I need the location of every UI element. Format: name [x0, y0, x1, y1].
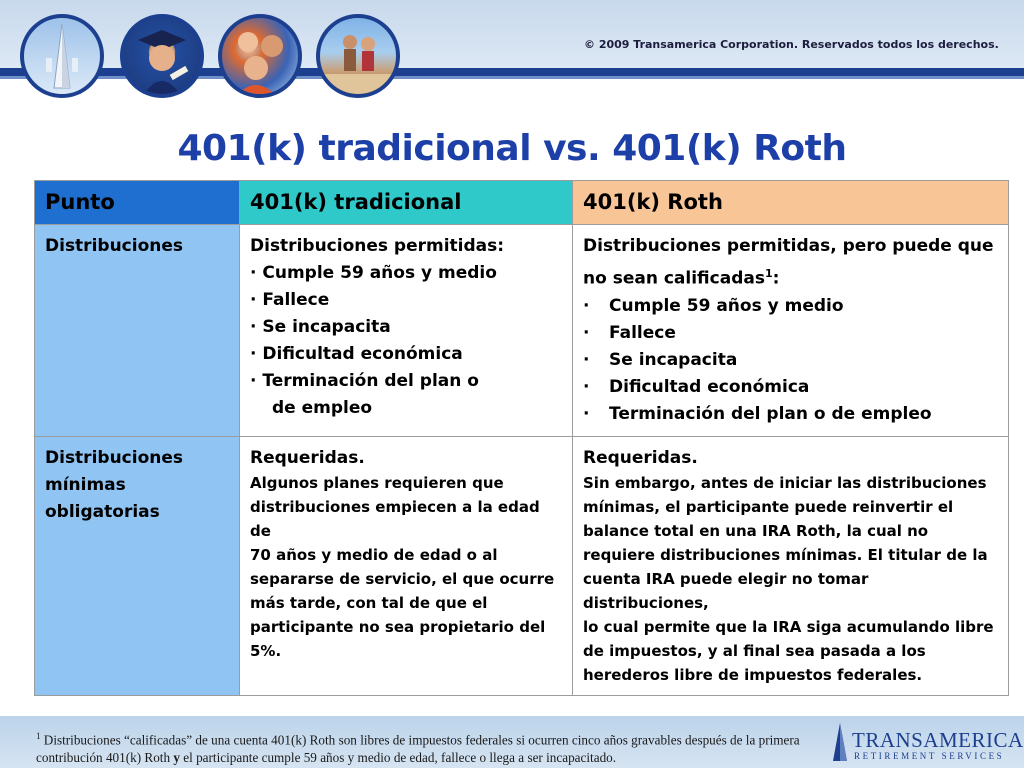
footnote — [36, 727, 826, 767]
body-line: más tarde, con tal de que el — [250, 593, 488, 612]
table-row-minimas — [35, 436, 1009, 695]
list-item: · Se incapacita — [250, 317, 391, 337]
list-item-text: Fallece — [609, 322, 676, 343]
list-item: · Fallece — [250, 290, 330, 310]
cell-roth-minimas — [573, 436, 1009, 695]
bullet-icon: · — [583, 403, 590, 424]
list-item — [583, 374, 998, 401]
row-label-distribuciones — [35, 225, 240, 437]
list-item-text: Se incapacita — [609, 349, 738, 370]
comparison-table — [34, 180, 1009, 696]
logo-name: TRANSAMERICA — [852, 728, 1024, 752]
header-tradicional: 401(k) tradicional — [240, 181, 573, 225]
list-item-text: Terminación del plan o de empleo — [609, 403, 932, 424]
body-line: mínimas, el participante puede reinvertir el — [583, 497, 954, 516]
list-item: · Cumple 59 años y medio — [250, 263, 497, 283]
list-item — [583, 293, 998, 320]
row-label-minimas — [35, 436, 240, 695]
body-line: 5%. — [250, 641, 282, 660]
header-roth: 401(k) Roth — [573, 181, 1009, 225]
body-line: herederos libre de impuestos federales. — [583, 665, 923, 684]
body-line: participante no sea propietario del — [250, 617, 546, 636]
footnote-text-before: Distribuciones “calificadas” de una cuenta 401(k) Roth son libres de impuestos federales si ocurren cinco años gravables después de la primera contribución 401(k) Roth — [36, 732, 800, 766]
row-label-text: Distribuciones — [45, 447, 184, 468]
list-item — [583, 401, 998, 428]
list-item-text: Cumple 59 años y medio — [609, 295, 844, 316]
cell-tradicional-minimas — [240, 436, 573, 695]
body-line: 70 años y medio de edad o al — [250, 545, 498, 564]
building-photo-icon — [20, 14, 104, 98]
transamerica-logo — [832, 722, 1024, 762]
list-item — [583, 320, 998, 347]
bullet-icon: · — [583, 322, 590, 343]
body-line: balance total en una IRA Roth, la cual no — [583, 521, 929, 540]
table-row-distribuciones — [35, 225, 1009, 437]
footnote-bold-word: y — [173, 750, 180, 766]
roth-heading: Requeridas. — [583, 447, 698, 468]
footnote-text-after: el participante cumple 59 años y medio de edad, fallece o llega a ser incapacitado. — [179, 750, 617, 766]
tradicional-heading: Requeridas. — [250, 447, 365, 468]
list-item-text: Dificultad económica — [609, 376, 810, 397]
bullet-icon: · — [583, 376, 590, 397]
list-item: · Dificultad económica — [250, 344, 463, 364]
copyright-text: © 2009 Transamerica Corporation. Reservados todos los derechos. — [584, 38, 999, 51]
graduate-photo-icon — [120, 14, 204, 98]
body-line: distribuciones empiecen a la edad de — [250, 497, 540, 540]
body-line: separarse de servicio, el que ocurre — [250, 569, 555, 588]
row-label-text: Distribuciones — [45, 236, 184, 256]
cell-roth-distribuciones — [573, 225, 1009, 437]
roth-intro-text: no sean calificadas — [583, 268, 765, 289]
tradicional-intro: Distribuciones permitidas: — [250, 236, 505, 256]
roth-intro-line-1: Distribuciones permitidas, pero puede que — [583, 236, 994, 256]
page-title: 401(k) tradicional vs. 401(k) Roth — [177, 128, 847, 169]
roth-intro-suffix: : — [772, 268, 780, 289]
body-line: cuenta IRA puede elegir no tomar distribuciones, — [583, 569, 869, 612]
couple-photo-icon — [316, 14, 400, 98]
bullet-icon: · — [583, 349, 590, 370]
cell-tradicional-distribuciones — [240, 225, 573, 437]
list-item-continuation: de empleo — [272, 398, 373, 418]
bullet-icon: · — [583, 295, 590, 316]
body-line: de impuestos, y al final sea pasada a los — [583, 641, 926, 660]
body-line: lo cual permite que la IRA siga acumulando libre — [583, 617, 994, 636]
list-item: · Terminación del plan o — [250, 371, 479, 391]
family-photo-icon — [218, 14, 302, 98]
body-line: Sin embargo, antes de iniciar las distribuciones — [583, 473, 987, 492]
footnote-marker: 1 — [36, 731, 41, 741]
roth-intro-line-2 — [583, 260, 998, 293]
header-punto: Punto — [35, 181, 240, 225]
table-header-row — [35, 181, 1009, 225]
row-label-text: obligatorias — [45, 501, 160, 522]
footnote-ref: 1 — [764, 267, 773, 280]
body-line: requiere distribuciones mínimas. El titular de la — [583, 545, 988, 564]
pyramid-icon — [832, 723, 848, 761]
row-label-text: mínimas — [45, 474, 126, 495]
body-line: Algunos planes requieren que — [250, 473, 504, 492]
list-item — [583, 347, 998, 374]
logo-subtitle: RETIREMENT SERVICES — [854, 751, 1005, 761]
